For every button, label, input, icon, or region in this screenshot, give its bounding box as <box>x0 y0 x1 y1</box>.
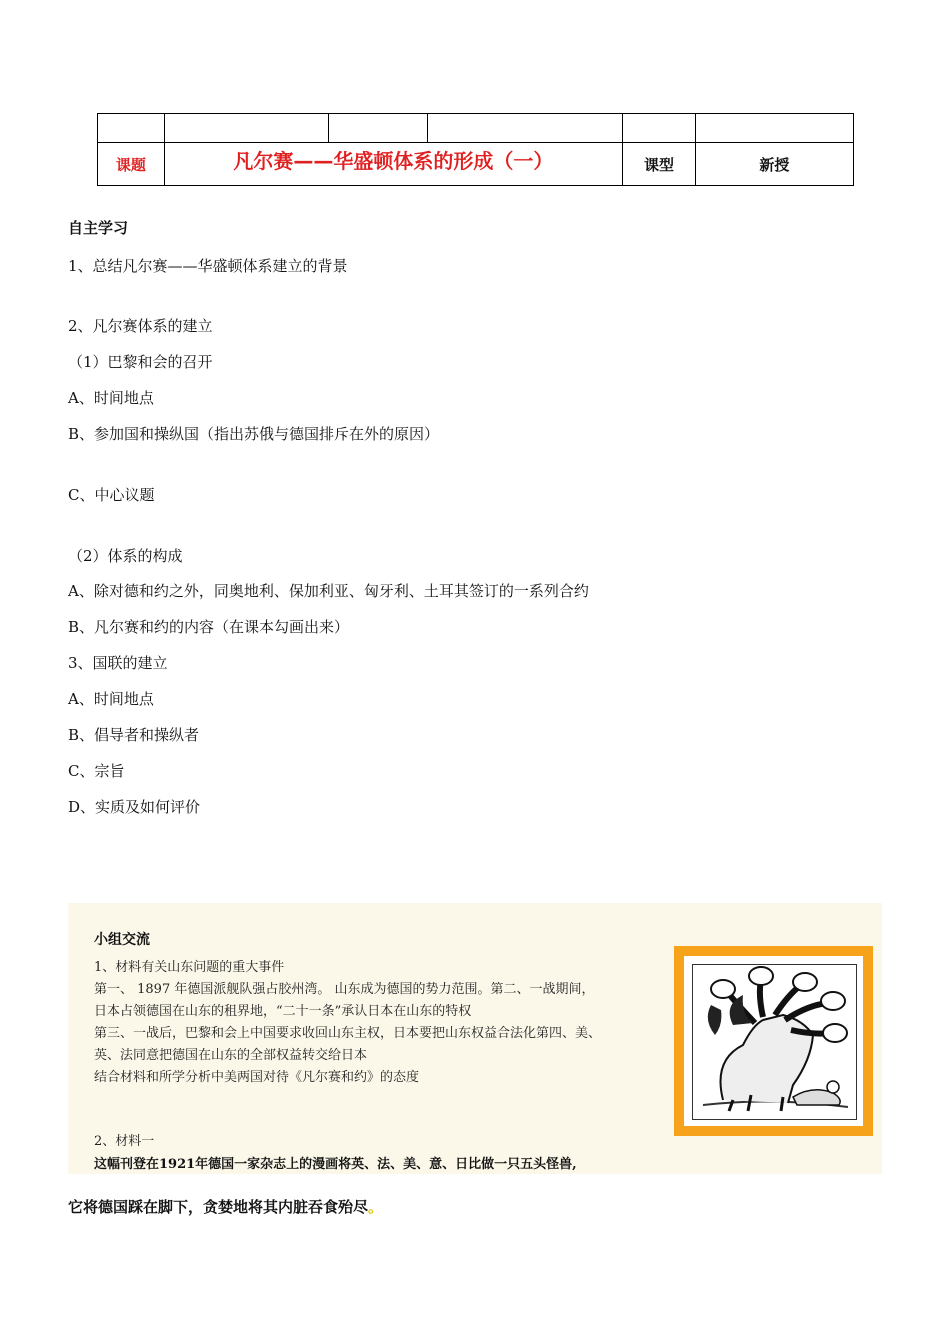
question-line: B、倡导者和操纵者 <box>68 726 200 744</box>
section-heading: 自主学习 <box>68 219 129 237</box>
question-line: （2）体系的构成 <box>68 547 183 565</box>
question-line: C、中心议题 <box>68 486 155 504</box>
question-line: （1）巴黎和会的召开 <box>68 353 213 371</box>
question-line: C、宗旨 <box>68 762 125 780</box>
closing-mark: 。 <box>368 1198 384 1216</box>
question-line: 3、国联的建立 <box>68 654 168 672</box>
header-cell <box>623 114 696 143</box>
panel-line: 第三、一战后，巴黎和会上中国要求收回山东主权，日本要把山东权益合法化第四、美、 <box>94 1026 602 1041</box>
lesson-type-value: 新授 <box>695 143 853 186</box>
subject-label: 课题 <box>98 143 165 186</box>
header-cell <box>695 114 853 143</box>
panel-line: 结合材料和所学分析中美两国对待《凡尔赛和约》的态度 <box>94 1070 420 1085</box>
panel-bold-line: 这幅刊登在1921年德国一家杂志上的漫画将英、法、美、意、日比做一只五头怪兽, <box>94 1157 577 1172</box>
question-line: A、时间地点 <box>68 389 154 407</box>
panel-title: 小组交流 <box>94 932 150 948</box>
question-line: A、时间地点 <box>68 690 154 708</box>
question-line: B、凡尔赛和约的内容（在课本勾画出来） <box>68 618 350 636</box>
page-title: 凡尔赛——华盛顿体系的形成（一） <box>164 143 623 186</box>
question-line: 1、总结凡尔赛——华盛顿体系建立的背景 <box>68 257 348 275</box>
closing-sentence: 它将德国踩在脚下，贪婪地将其内脏吞食殆尽 <box>68 1198 369 1216</box>
lesson-type-label: 课型 <box>623 143 696 186</box>
question-line: B、参加国和操纵国（指出苏俄与德国排斥在外的原因） <box>68 425 440 443</box>
header-cell <box>428 114 623 143</box>
question-line: 2、凡尔赛体系的建立 <box>68 317 213 335</box>
header-cell <box>328 114 427 143</box>
five-headed-monster-cartoon <box>692 964 857 1120</box>
panel-line: 1、材料有关山东问题的重大事件 <box>94 960 285 975</box>
question-line: D、实质及如何评价 <box>68 798 201 816</box>
panel-line: 第一、 1897 年德国派舰队强占胶州湾。 山东成为德国的势力范围。第二、一战期间， <box>94 982 595 997</box>
header-table <box>97 113 854 186</box>
header-cell <box>164 114 328 143</box>
closing-text <box>68 1196 383 1217</box>
header-cell <box>98 114 165 143</box>
question-line: A、除对德和约之外，同奥地利、保加利亚、匈牙利、土耳其签订的一系列合约 <box>68 582 589 600</box>
cartoon-frame <box>674 946 873 1136</box>
panel-line: 2、材料一 <box>94 1134 155 1149</box>
panel-line: 英、法同意把德国在山东的全部权益转交给日本 <box>94 1048 368 1063</box>
panel-line: 日本占领德国在山东的租界地，“二十一条”承认日本在山东的特权 <box>94 1004 472 1019</box>
group-discussion-panel <box>68 903 882 1174</box>
